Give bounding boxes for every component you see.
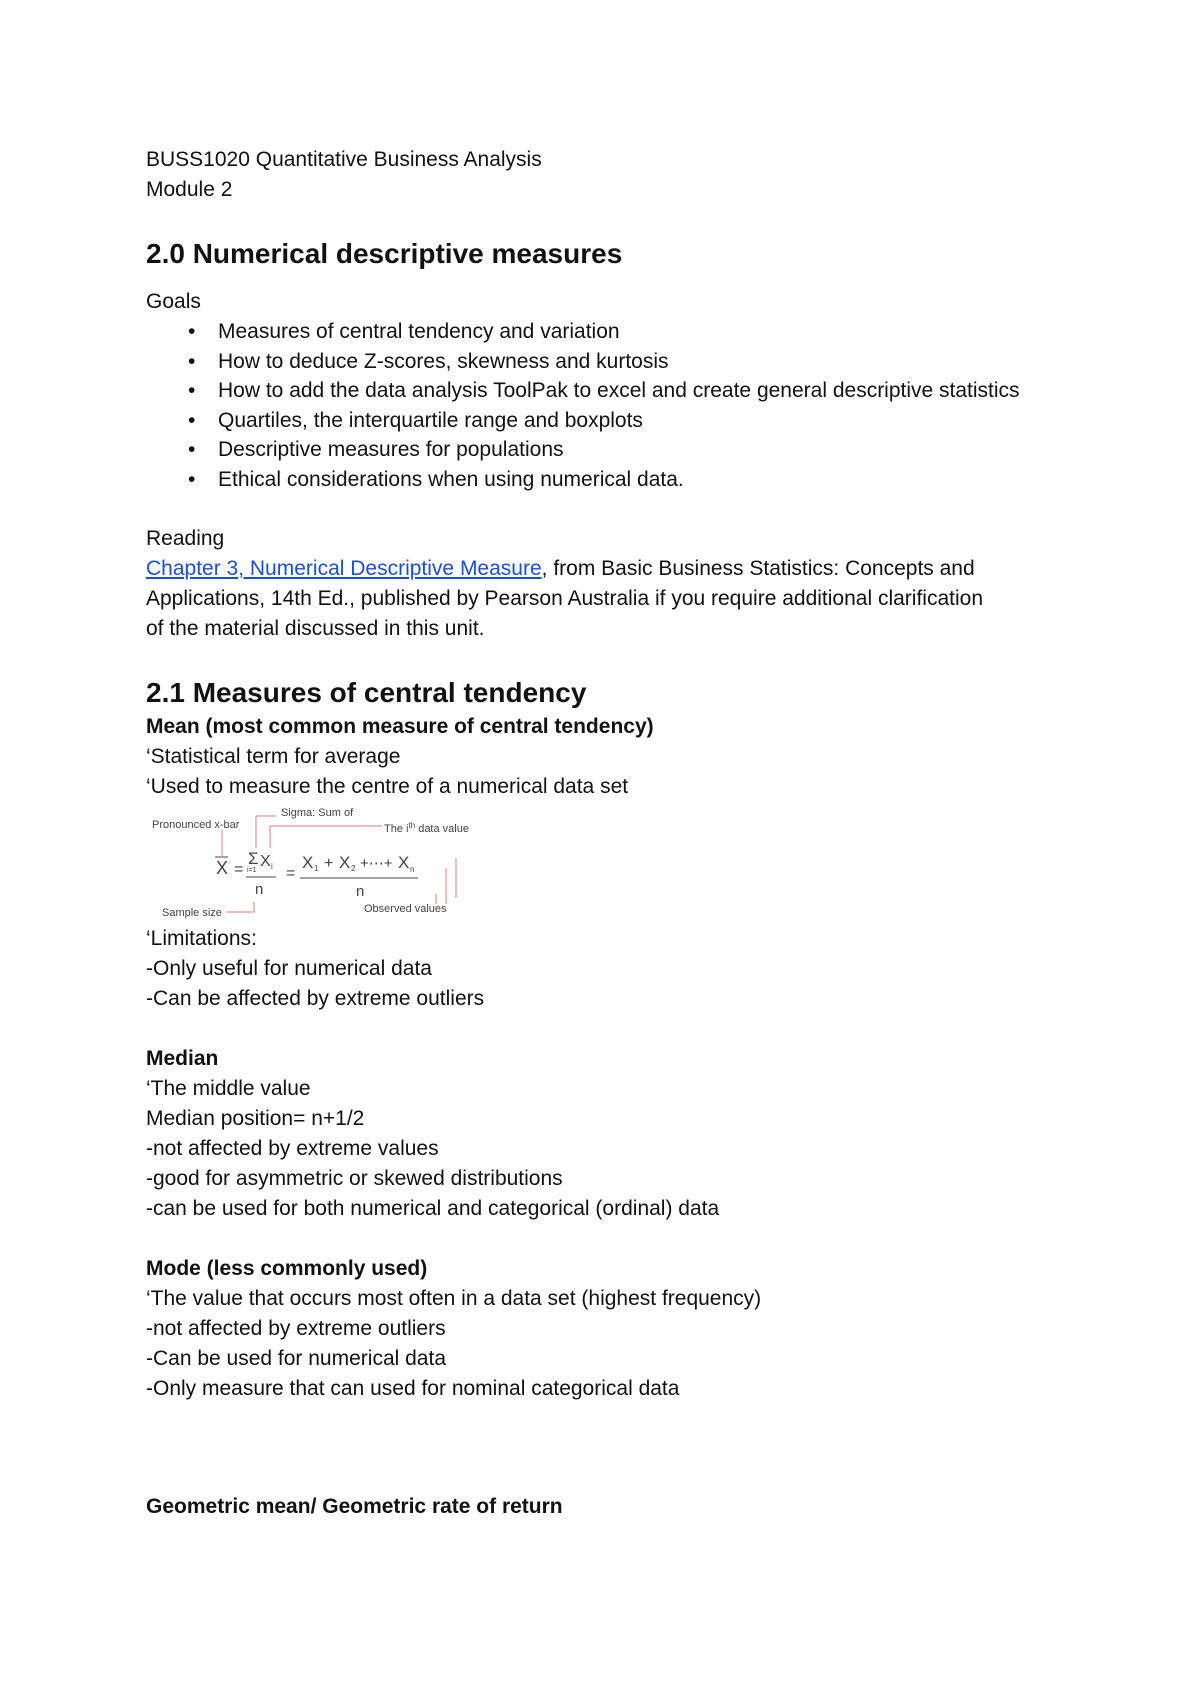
svg-text:=: = <box>234 861 244 878</box>
reading-line-2: Applications, 14th Ed., published by Pearson Australia if you require additional clarification <box>146 587 983 610</box>
mean-line: ‘Used to measure the centre of a numerical data set <box>146 775 629 798</box>
module-label: Module 2 <box>146 178 233 201</box>
bullet-icon: • <box>188 467 196 491</box>
label-pronounced: Pronounced x-bar <box>152 819 240 831</box>
label-sigma: Sigma: Sum of <box>281 808 354 819</box>
median-line: -not affected by extreme values <box>146 1137 439 1160</box>
list-item: • Descriptive measures for populations <box>146 435 1086 465</box>
svg-text:+⋯+: +⋯+ <box>360 855 393 872</box>
list-item: • Ethical considerations when using numerical data. <box>146 465 1086 495</box>
sigma-symbol: Σ <box>248 849 259 868</box>
goals-label: Goals <box>146 290 201 313</box>
mean-limitation: -Only useful for numerical data <box>146 957 432 980</box>
svg-text:2: 2 <box>351 864 356 873</box>
mode-line: -not affected by extreme outliers <box>146 1317 446 1340</box>
bullet-icon: • <box>188 349 196 373</box>
mode-line: ‘The value that occurs most often in a data set (highest frequency) <box>146 1287 762 1310</box>
svg-text:n: n <box>410 865 415 874</box>
list-item: • Measures of central tendency and variation <box>146 317 1086 347</box>
svg-text:1: 1 <box>314 864 319 873</box>
label-ith: The $i^{th}$ data value <box>384 821 469 835</box>
mean-limitations-label: ‘Limitations: <box>146 927 257 950</box>
median-line: -good for asymmetric or skewed distributions <box>146 1167 563 1190</box>
section-2-0-heading: 2.0 Numerical descriptive measures <box>146 238 623 269</box>
svg-text:+: + <box>324 855 334 872</box>
svg-text:i=1: i=1 <box>247 867 257 874</box>
median-heading: Median <box>146 1047 219 1070</box>
reading-label: Reading <box>146 527 225 550</box>
xbar-symbol: X <box>216 858 229 878</box>
label-sample-size: Sample size <box>162 907 222 919</box>
list-item: • Quartiles, the interquartile range and boxplots <box>146 406 1086 436</box>
list-item: • How to add the data analysis ToolPak to excel and create general descriptive statistics <box>146 376 1086 406</box>
svg-text:i: i <box>271 862 273 871</box>
reading-line-1: Chapter 3, Numerical Descriptive Measure, from Basic Business Statistics: Concepts and <box>146 557 975 580</box>
sample-mean-formula-image <box>146 808 486 920</box>
bullet-icon: • <box>188 379 196 402</box>
svg-text:=: = <box>286 865 296 882</box>
svg-text:X: X <box>339 853 351 872</box>
list-item: • How to deduce Z-scores, skewness and kurtosis <box>146 347 1086 377</box>
label-observed: Observed values <box>364 903 447 915</box>
svg-text:n: n <box>356 883 365 900</box>
document-body <box>146 145 1086 1522</box>
mode-heading: Mode (less commonly used) <box>146 1257 428 1280</box>
course-title: BUSS1020 Quantitative Business Analysis <box>146 148 542 171</box>
chapter-3-link[interactable]: Chapter 3, Numerical Descriptive Measure <box>146 557 542 580</box>
reading-line-3: of the material discussed in this unit. <box>146 617 485 640</box>
bullet-icon: • <box>188 438 196 461</box>
mean-line: ‘Statistical term for average <box>146 745 401 768</box>
mode-line: -Can be used for numerical data <box>146 1347 446 1370</box>
svg-text:n: n <box>255 881 264 898</box>
svg-text:X: X <box>260 853 271 870</box>
goals-list <box>146 317 1086 494</box>
mode-line: -Only measure that can used for nominal categorical data <box>146 1377 680 1400</box>
bullet-icon: • <box>188 320 196 343</box>
svg-text:X: X <box>398 853 410 872</box>
median-line: ‘The middle value <box>146 1077 311 1100</box>
median-line: -can be used for both numerical and categorical (ordinal) data <box>146 1197 720 1220</box>
bullet-icon: • <box>188 408 196 432</box>
section-2-1-heading: 2.1 Measures of central tendency <box>146 677 587 708</box>
mean-heading: Mean (most common measure of central tendency) <box>146 715 654 738</box>
svg-text:X: X <box>302 853 314 872</box>
median-line: Median position= n+1/2 <box>146 1107 365 1130</box>
mean-limitation: -Can be affected by extreme outliers <box>146 987 485 1010</box>
geometric-mean-heading: Geometric mean/ Geometric rate of return <box>146 1495 563 1518</box>
